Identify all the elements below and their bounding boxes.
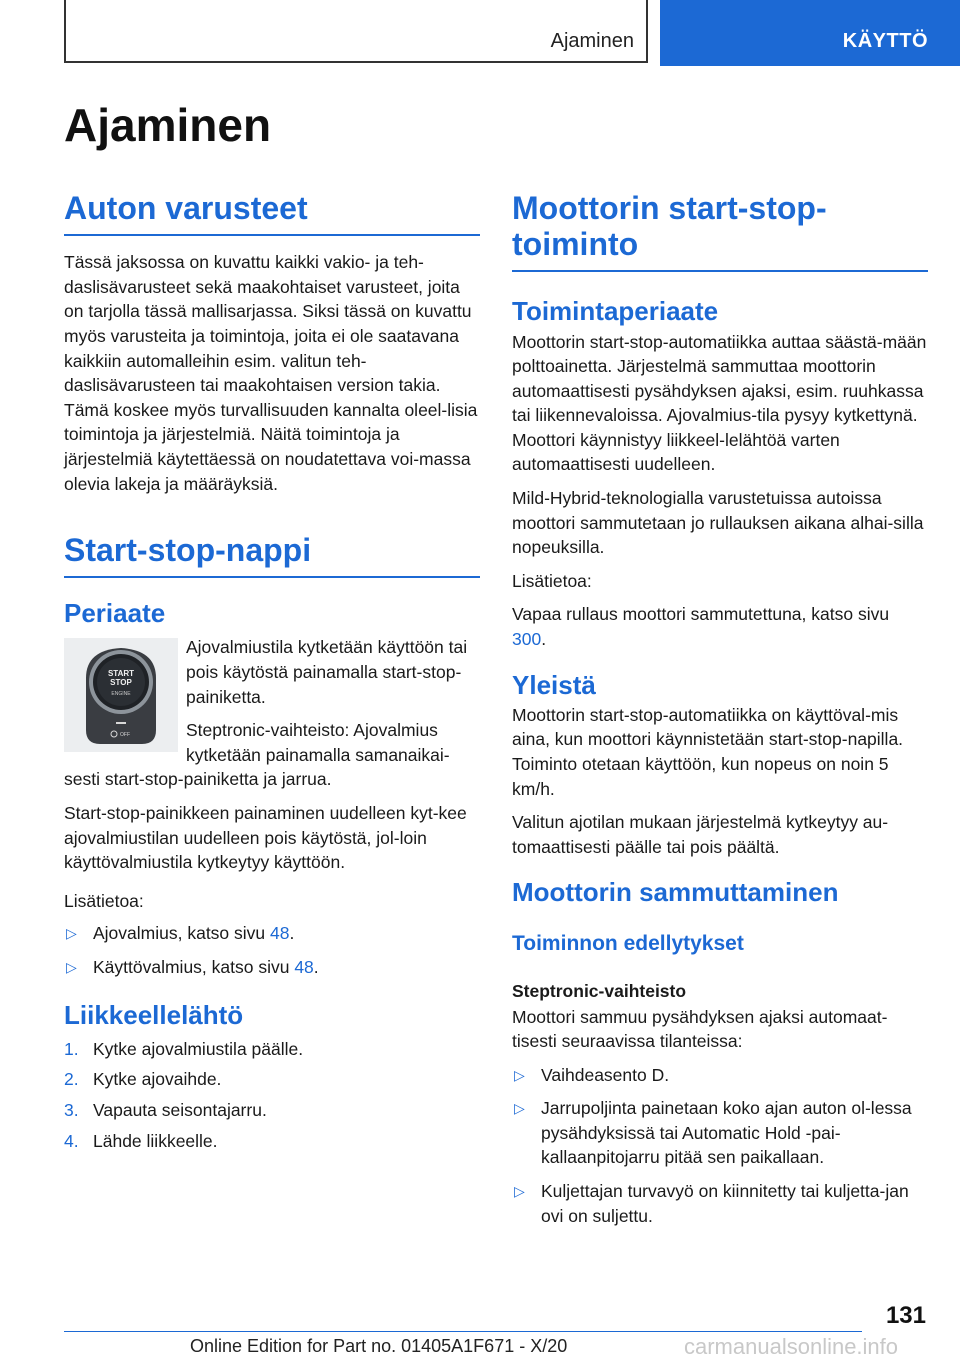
list-item: 4. Lähde liikkeelle. [64, 1130, 218, 1151]
conditions-list [512, 1063, 928, 1229]
right-column [512, 190, 928, 1228]
paragraph-periaate-1: Ajovalmiustila kytketään käyttöön tai pois käytöstä painamalla start-stop-painiketta. [186, 637, 468, 707]
subsection-title-moottorin-sammuttaminen: Moottorin sammuttaminen [512, 877, 839, 908]
header-chapter-tab [660, 0, 960, 66]
list-item: ▷ Ajovalmius, katso sivu 48. [64, 921, 480, 946]
list-item: ▷ Käyttövalmius, katso sivu 48. [64, 955, 480, 980]
page-link-48[interactable]: 48 [294, 956, 314, 977]
paragraph-yleista-2: Valitun ajotilan mukaan järjestelmä kytkeytyy au-tomaattisesti päälle tai pois päältä. [512, 812, 889, 857]
subsection-title-periaate: Periaate [64, 598, 166, 629]
left-column [64, 190, 480, 1153]
section-title-start-stop-nappi: Start-stop-nappi [64, 532, 480, 578]
paragraph-reference: Vapaa rullaus moottori sammutettuna, katso sivu 300. [512, 604, 890, 650]
section-title-auton-varusteet: Auton varusteet [64, 190, 480, 236]
page-title: Ajaminen [64, 99, 272, 151]
label-lisatietoa: Lisätietoa: [64, 890, 144, 911]
subsection-title-toiminnon-edellytykset: Toiminnon edellytykset [512, 931, 744, 955]
list-item: ▷ Vaihdeasento D. [512, 1063, 928, 1088]
subsection-title-steptronic: Steptronic-vaihteisto [512, 980, 687, 1001]
list-item: ▷ Kuljettajan turvavyö on kiinnitetty tai kuljetta-jan ovi on suljettu. [514, 1181, 909, 1226]
paragraph-yleista-1: Moottorin start-stop-automatiikka on käyttöval-mis aina, kun moottori käynnistetään start-stop-napilla. Toiminto otetaan käyttöön, kun nopeus on noin 5 km/h. [512, 704, 904, 799]
subsection-title-liikkeellelahto: Liikkeellelähtö [64, 999, 244, 1030]
section-title-start-stop-toiminto: Moottorin start-stop- toiminto [512, 190, 928, 272]
paragraph-periaate-3: Start-stop-painikkeen painaminen uudelleen kyt-kee ajovalmiustilan uudelleen pois käytöstä, jol-loin käyttövalmiustila kytkeytyy käyttöön. [64, 803, 467, 873]
triangle-right-icon: ▷ [514, 1100, 525, 1117]
button-label-off: OFF [120, 732, 130, 739]
subsection-title-yleista: Yleistä [512, 669, 596, 700]
list-item: 1. Kytke ajovalmiustila päälle. [64, 1038, 304, 1059]
paragraph-toimintaperiaate-1: Moottorin start-stop-automatiikka auttaa säästä-mään polttoainetta. Järjestelmä sammuttaa moottorin automaattisesti pysähdyksen ajaksi, esim. ruuhkassa tai liikennevaloissa. Ajovalmius-tila pysyy kytkettynä. Moottori käynnistyy liikkeel-lelähtöä varten automaattisesti uudelleen. [512, 331, 927, 475]
watermark: carmanualsonline.info [684, 1334, 899, 1359]
reference-list [64, 921, 480, 979]
start-stop-button-icon [64, 638, 178, 752]
page-link-300[interactable]: 300 [512, 629, 542, 650]
triangle-right-icon: ▷ [66, 925, 77, 942]
list-item: 2. Kytke ajovaihde. [64, 1069, 222, 1090]
start-stop-button-figure [64, 638, 178, 752]
list-item: ▷ Jarrupoljinta painetaan koko ajan auton ol-lessa pysähdyksissä tai Automatic Hold -pai-kallaanpitojarru pitää sen paikallaan. [514, 1098, 912, 1168]
paragraph-auton-varusteet: Tässä jaksossa on kuvattu kaikki vakio- ja teh-daslisävarusteet sekä maakohtaiset varusteet, joita on tarjolla tässä mallisarjassa. Siksi tässä on kuvattu myös varusteita ja toimintoja, joita ei ole saatavana kaikkiin automalleihin esim. valitun teh-daslisävarusteen tai maakohtaisen version takia. Tämä koskee myös turvallisuuden kannalta oleel-lisia toimintoja ja järjestelmiä. Näitä toimintoja ja järjestelmiä käytettäessä on noudatettava voi-massa olevia lakeja ja määräyksiä. [64, 252, 478, 494]
paragraph-steptronic: Moottori sammuu pysähdyksen ajaksi automaat-tisesti seuraavissa tilanteissa: [512, 1006, 888, 1052]
subsection-title-toimintaperiaate: Toimintaperiaate [512, 296, 719, 327]
periaate-block [64, 635, 480, 792]
paragraph-toimintaperiaate-2: Mild-Hybrid-teknologialla varustetuissa autoissa moottori sammutetaan jo rullauksen aikana alhai-silla nopeuksilla. [512, 488, 924, 558]
footer-edition: Online Edition for Part no. 01405A1F671 - X/20 [190, 1336, 568, 1356]
steps-list [64, 1037, 480, 1153]
triangle-right-icon: ▷ [514, 1183, 525, 1200]
button-label-engine: ENGINE [111, 691, 131, 698]
header-chapter-title: KÄYTTÖ [842, 30, 928, 52]
page-link-48[interactable]: 48 [270, 923, 290, 944]
paragraph-periaate-2: Steptronic-vaihteisto: Ajovalmius kytketään painamalla samanaikai-sesti start-stop-painiketta ja jarrua. [64, 720, 450, 790]
footer-divider [64, 1331, 862, 1332]
list-item: 3. Vapauta seisontajarru. [64, 1099, 267, 1120]
header-section-box [64, 0, 648, 63]
button-label-stop: STOP [110, 678, 132, 688]
triangle-right-icon: ▷ [514, 1066, 525, 1083]
header-section-title: Ajaminen [550, 30, 634, 52]
button-label-start: START [107, 669, 135, 679]
label-lisatietoa: Lisätietoa: [512, 570, 592, 591]
triangle-right-icon: ▷ [66, 958, 77, 975]
page-number: 131 [885, 1302, 926, 1329]
